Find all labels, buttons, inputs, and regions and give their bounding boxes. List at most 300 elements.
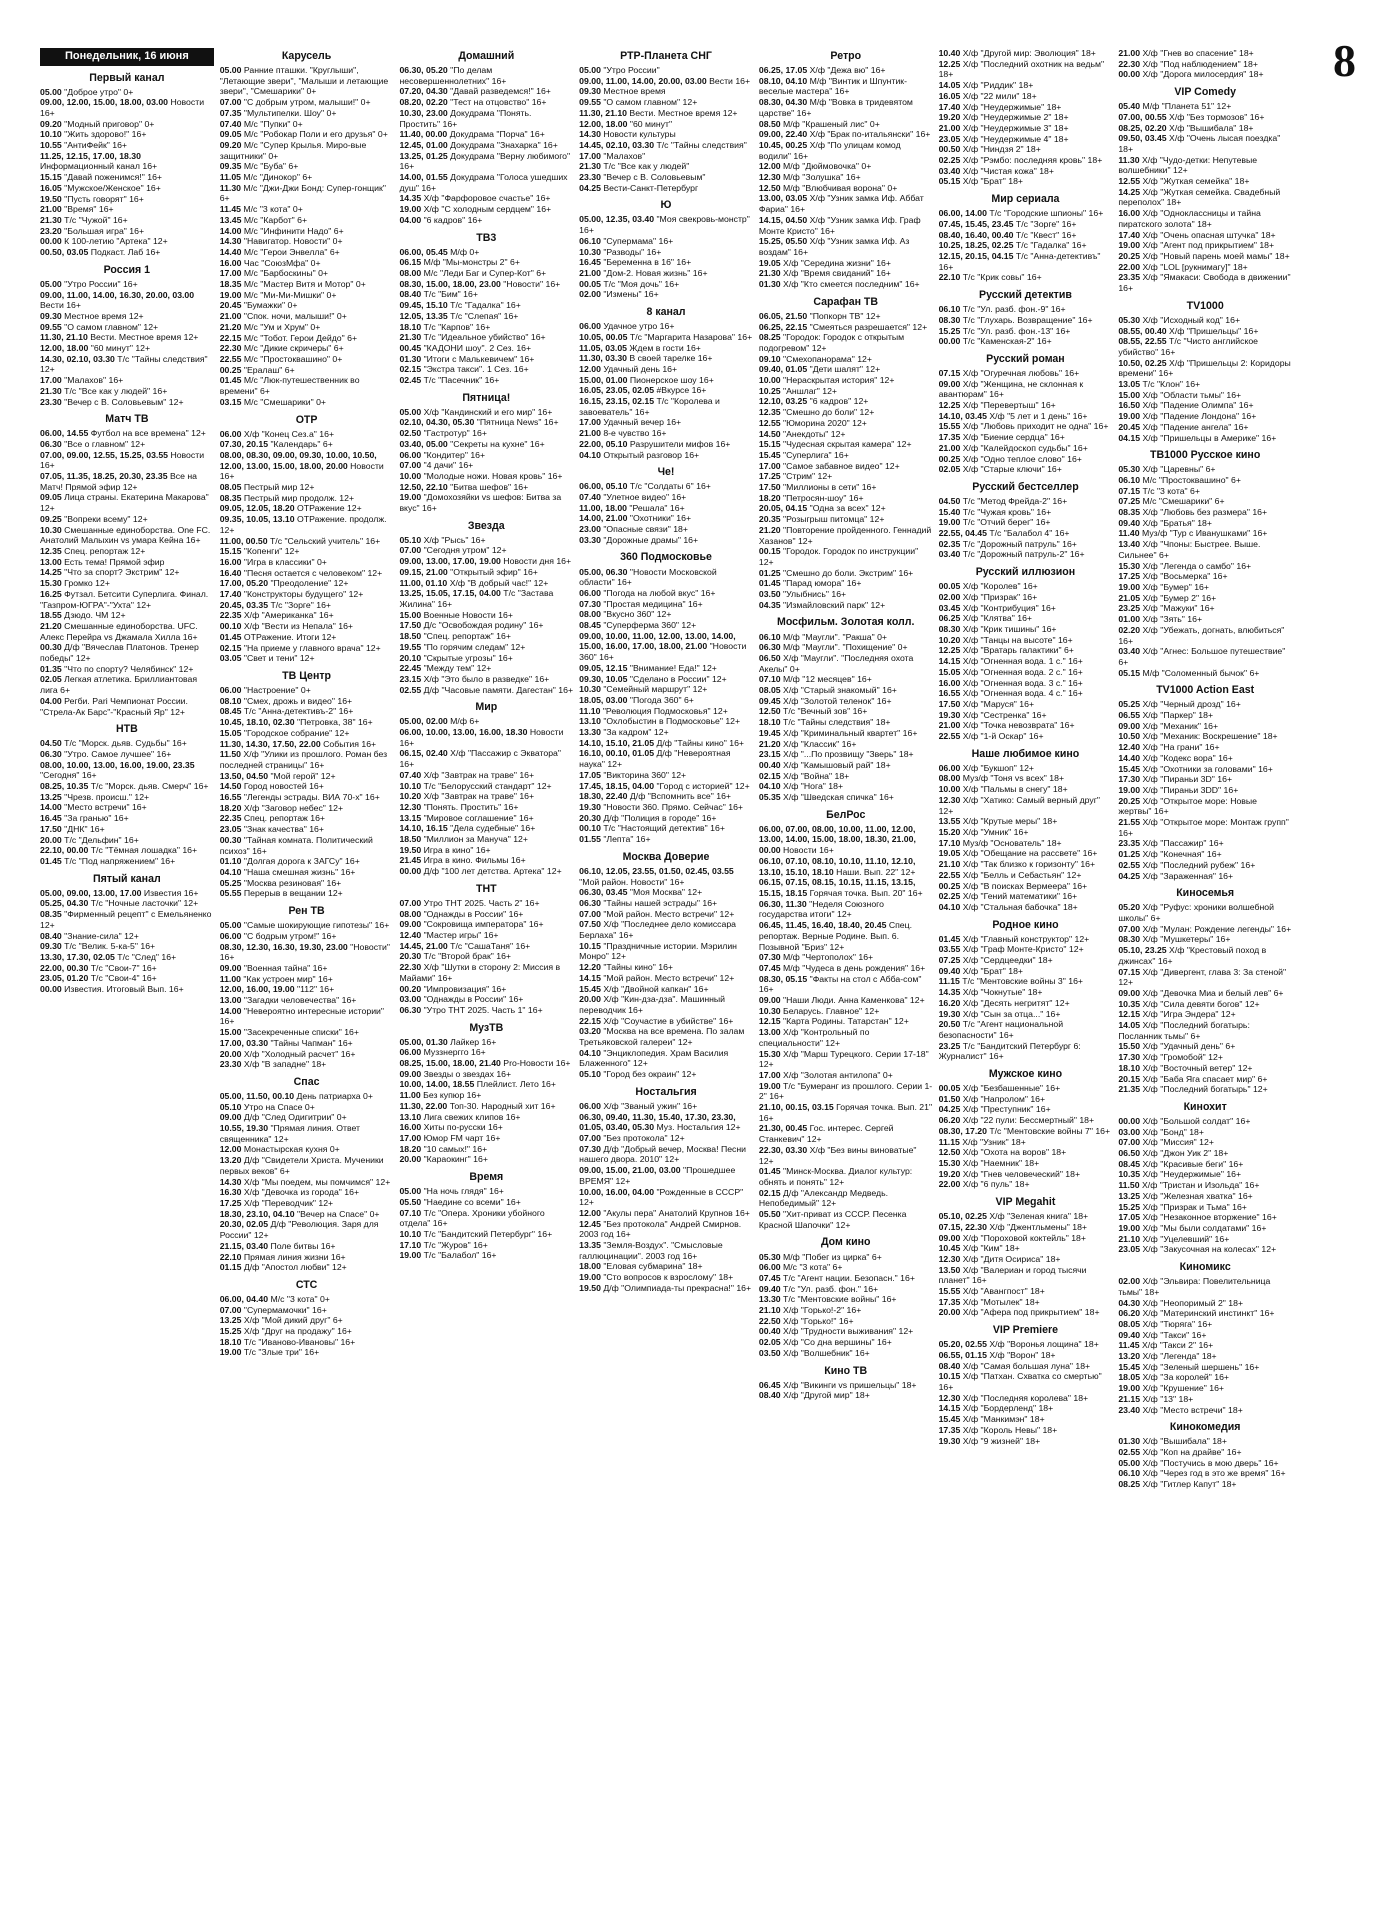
program-time: 14.30 [219,236,244,247]
program-time: 18.00 [579,1261,604,1272]
program-time: 19.05 [758,257,784,268]
program-time: 23.05 [219,824,244,835]
program-entry [399,407,573,418]
program-title: Х/ф "Бумер" 16+ [1142,581,1209,592]
program-entry [40,781,214,792]
program-title: "Суперлига" 16+ [783,449,849,460]
program-time: 12.30 [938,1392,963,1403]
program-time: 07.00 [399,545,424,556]
program-title: Т/с "Тёмная лошадка" 16+ [90,845,198,856]
program-title: "Скрытые угрозы" 16+ [423,652,513,663]
program-entry [220,300,394,311]
program-time: 21.00 [938,442,963,453]
program-entry [579,1048,753,1069]
program-time: 08.40 [40,930,65,941]
program-title: Х/ф "Жуткая семейка. Свадебный переполох" 18+ [1118,186,1281,208]
program-time: 11.30, 14.30, 17.50, 22.00 [219,738,324,749]
program-title: Д/ф "Революция. Заря для России" 12+ [219,1219,379,1241]
program-title: "Улетное видео" 16+ [603,491,687,502]
program-title: Новости дня 16+ [503,556,572,567]
program-entry [399,322,573,333]
program-time: 12.50 [938,1147,963,1158]
program-entry [220,503,394,514]
program-entry [399,428,573,439]
program-time: 20.05, 04.15 [758,503,810,514]
program-entry [399,610,573,621]
program-time: 04.50 [40,738,65,749]
program-entry [399,716,573,727]
program-title: М/ф 6+ [450,716,480,727]
program-entry [220,1177,394,1188]
channel-name: Рен ТВ [288,905,325,918]
program-title: Х/ф "Красивые беги" 16+ [1142,1158,1244,1169]
program-time: 03.45 [938,602,963,613]
program-title: Д/ф "Апостол любви" 12+ [243,1262,347,1273]
program-title: "Измены" 16+ [603,289,659,300]
program-time: 02.25 [938,155,963,166]
channel-name: Спас [293,1075,320,1088]
program-entry [1118,1383,1292,1394]
program-entry [399,1058,573,1069]
program-entry [220,1102,394,1113]
program-entry [759,1027,933,1048]
channel-block [1118,887,1292,1095]
program-entry [399,1112,573,1123]
program-entry [1118,1362,1292,1373]
program-entry [40,397,214,408]
program-time: 22.00 [1118,261,1143,272]
program-time: 03.05 [219,653,244,664]
program-entry [1118,539,1292,560]
program-entry [1118,1479,1292,1490]
program-time: 06.00, 07.00, 08.00, 10.00, 11.00, 12.00, 13.00, 14.00, 15.00, 18.00, 18.30, 21.00, 00.00 [758,823,916,856]
program-entry [759,375,933,386]
program-time: 18.20 [399,1143,424,1154]
program-entry [399,417,573,428]
program-time: 22.10 [938,272,963,283]
program-title: "Сегодня утром" 12+ [423,545,507,556]
program-entry [579,973,753,984]
program-title: "Знак качества" 16+ [243,824,324,835]
program-time: 11.25, 12.15, 17.00, 18.30 [40,150,141,161]
program-entry [40,610,214,621]
program-entry [1118,1436,1292,1447]
program-title: Х/ф "Большой солдат" 16+ [1142,1115,1251,1126]
program-entry [220,643,394,654]
program-title: Т/с "Крик совы" 16+ [962,272,1042,283]
program-time: 20.25 [1118,250,1143,261]
program-title: "Прямая линия. Ответ священника" 12+ [219,1123,361,1144]
program-entry [939,699,1113,710]
program-entry [579,247,753,258]
program-entry [399,1186,573,1197]
program-entry [579,535,753,546]
program-entry [1118,603,1292,614]
program-time: 18.30, 22.40 [579,791,630,802]
program-time: 06.30, 09.40, 11.30, 15.40, 17.30, 23.30, 01.05, 03.40, 05.30 [579,1111,736,1133]
program-title: Без купюр 16+ [423,1090,482,1101]
program-entry [1118,646,1292,667]
channel-name: Кино ТВ [824,1364,868,1377]
program-title: Т/с "Опера. Хроники убойного отдела" 16+ [399,1207,545,1229]
channel-name: Наше любимое кино [971,747,1080,760]
program-title: Х/ф "В добрый час!" 12+ [449,577,549,588]
program-entry [220,1187,394,1198]
program-time: 05.10, 02.25 [938,1211,990,1222]
program-entry [579,791,753,802]
program-title: Х/ф "Девочка из города" 16+ [243,1187,360,1198]
program-time: 07.30 [758,952,784,963]
program-entry [399,172,573,193]
program-entry [939,838,1113,849]
program-title: Беларусь. Главное" 12+ [783,1005,880,1016]
program-time: 16.20 [938,997,963,1008]
channel-name: Мужское кино [988,1068,1063,1081]
program-time: 06.00 [219,930,244,941]
program-time: 14.35 [938,987,963,998]
program-entry [220,653,394,664]
program-time: 23.35 [1118,838,1143,849]
program-time: 07.00 [579,908,604,919]
program-title: М/с "3 кота" 0+ [270,1293,330,1304]
program-entry [579,1069,753,1080]
program-entry [939,1371,1113,1392]
program-time: 15.30 [40,578,65,589]
program-title: "Утро России" 16+ [64,278,138,289]
program-title: Х/ф "Области тьмы" 16+ [1142,389,1242,400]
program-time: 01.30 [758,279,784,290]
program-entry [1118,871,1292,882]
program-title: Х/ф "Другой мир" 18+ [783,1390,870,1401]
program-entry [220,354,394,365]
program-time: 21.30 [579,161,604,172]
program-entry [1118,699,1292,710]
channel-block [939,48,1113,187]
program-title: Т/с "Ментовские войны 7" 16+ [989,1125,1111,1136]
program-title: Вести 16+ [709,75,751,86]
program-entry [220,706,394,717]
channel-name: Ретро [830,50,862,62]
program-time: 08.35 [40,909,65,920]
program-time: 02.00 [579,289,604,300]
program-time: 21.00 [579,428,604,439]
program-title: Х/ф "Падение ангела" 16+ [1142,421,1249,432]
program-title: Игра в кино. Фильмы 16+ [423,855,526,866]
program-title: Х/ф "Тристан и Изольда" 16+ [1142,1180,1260,1191]
program-title: "Утро. Самое лучшее" 16+ [64,748,172,759]
program-time: 06.10, 07.10, 08.10, 10.10, 11.10, 12.10, 13.10, 15.10, 18.10 [758,855,916,877]
program-title: Х/ф "Бумер 2" 16+ [1142,592,1217,603]
program-time: 08.00 [399,908,424,919]
program-title: Х/ф "Завтрак на траве" 16+ [423,769,535,780]
program-time: 09.50, 03.45 [1118,133,1170,144]
listing-column [220,48,394,1900]
program-entry [1118,582,1292,593]
program-time: 21.00 [579,267,604,278]
program-time: 05.00, 12.35, 03.40 [579,214,657,225]
program-title: "10 самых!" 16+ [423,1143,488,1154]
program-title: "Мой герой" 12+ [270,770,336,781]
program-title: Х/ф "Очень лысая поездка" 18+ [1118,133,1281,154]
program-time: 23.20 [40,225,65,236]
program-title: "Фирменный рецепт" с Емельяненко 12+ [40,909,212,930]
program-title: "Прошедшее ВРЕМЯ" 12+ [579,1165,736,1186]
program-entry [1118,101,1292,112]
program-time: 06.30 [758,642,784,653]
program-entry [1118,433,1292,444]
program-time: 14.00 [219,1005,244,1016]
program-entry [759,877,933,898]
program-time: 23.25 [938,1040,963,1051]
program-time: 05.30 [758,1251,784,1262]
program-title: Х/ф "Эльвира: Повелительница тьмы" 18+ [1118,1276,1271,1297]
program-title: Х/ф "Гитлер Капут" 18+ [1142,1479,1237,1490]
program-time: 18.50 [399,834,424,845]
program-title: М/с "Супер Крылья. Миро-вые защитники" 0+ [219,139,367,161]
program-title: М/с "Ум и Хрум" 0+ [243,321,321,332]
program-entry [1118,507,1292,518]
program-title: М/ф "Влюбчивая ворона" 0+ [783,182,898,193]
program-entry [1118,1041,1292,1052]
program-entry [220,129,394,140]
program-title: "Чрезв. происш." 12+ [64,791,150,802]
program-time: 23.30 [40,396,65,407]
program-entry [399,482,573,493]
program-entry [399,791,573,802]
program-time: 05.40 [1118,101,1143,112]
program-time: 15.15 [758,439,784,450]
program-entry [579,748,753,769]
program-time: 03.00 [399,994,424,1005]
program-time: 08.55, 22.55 [1118,336,1170,347]
program-title: Х/ф "Рысь" 16+ [423,534,486,545]
program-entry [40,835,214,846]
program-entry [939,112,1113,123]
program-title: Т/с "Балабол 4" 16+ [989,528,1070,539]
program-time: 21.30, 00.45 [758,1123,810,1134]
channel-block [939,481,1113,560]
program-title: Докудрама "Верну любимого" 16+ [399,150,571,172]
program-time: 13.50 [938,1264,963,1275]
program-title: М/ф "12 месяцев" 16+ [783,674,872,685]
program-time: 00.40 [758,759,784,770]
program-entry [759,450,933,461]
program-entry [579,1283,753,1294]
program-entry [759,952,933,963]
program-time: 00.45 [399,342,424,353]
program-title: Новости 16+ [783,845,834,856]
program-entry [759,1380,933,1391]
program-time: 12.35 [40,545,65,556]
program-entry [939,507,1113,518]
program-time: 14.10, 03.45 [938,410,990,421]
program-time: 10.35 [1118,1169,1143,1180]
program-time: 09.00, 10.00, 11.00, 12.00, 13.00, 14.00, 15.00, 16.00, 17.00, 18.00, 21.00 [579,630,736,652]
program-entry [220,771,394,782]
program-time: 06.20 [1118,1308,1143,1319]
program-time: 08.25, 10.35 [40,781,91,792]
program-time: 18.05, 03.00 [579,694,630,705]
program-time: 20.00 [938,1307,963,1318]
program-entry [939,987,1113,998]
program-title: Х/ф "Открытое море: Новые жертвы" 16+ [1118,795,1257,817]
program-entry [579,599,753,610]
program-time: 14.10, 16.15 [399,823,451,834]
program-title: Т/с "Тайны следствия" 18+ [783,717,891,728]
program-entry [220,493,394,504]
channel-block [399,50,573,226]
program-time: 09.20 [219,139,244,150]
program-entry [939,955,1113,966]
program-time: 03.40 [1118,646,1143,657]
channel-name: Матч ТВ [105,413,149,426]
program-title: Д/ф "Тайны кино" 16+ [656,737,744,748]
program-entry [220,568,394,579]
program-time: 23.30 [219,1059,244,1070]
program-time: 07.00 [399,897,424,908]
program-time: 00.05 [938,1083,963,1094]
program-time: 15.45 [1118,1361,1143,1372]
channel-name: VIP Megahit [995,1196,1056,1209]
program-title: "Викторина 360" 12+ [603,769,687,780]
program-entry [759,161,933,172]
program-entry [579,289,753,300]
program-time: 00.00 [40,236,65,247]
program-entry [40,749,214,760]
channel-block [759,1365,933,1401]
program-entry [40,97,214,118]
program-time: 10.55, 19.30 [219,1123,271,1134]
program-entry [759,1145,933,1166]
program-title: Муз/ф "Тоня vs всех" 18+ [962,773,1065,784]
channel-name: 8 канал [646,306,686,319]
program-title: "Импровизация" 16+ [423,983,507,994]
program-time: 19.00 [1118,784,1143,795]
program-time: 08.30, 04.30 [758,97,810,108]
program-title: "Тайны нашей эстрады" 16+ [603,897,718,908]
program-title: "Погода на любой вкус" 16+ [603,587,716,598]
program-time: 17.25 [219,1197,244,1208]
program-title: М/с "3 кота" 6+ [783,1262,843,1273]
program-time: 02.55 [1118,1446,1143,1457]
program-entry [1118,764,1292,775]
program-title: Топ-30. Народный хит 16+ [449,1100,556,1111]
program-title: Т/с "Тайны следствия" [656,139,747,150]
program-time: 06.25 [938,613,963,624]
program-entry [759,632,933,643]
program-title: Т/с "Ментовские войны" 16+ [783,1294,897,1305]
program-time: 12.00, 16.00, 19.00 [219,984,298,995]
program-time: 05.00, 11.50, 00.10 [219,1090,297,1101]
program-entry [579,129,753,140]
program-time: 10.20 [399,791,424,802]
program-time: 15.00 [219,1027,244,1038]
program-title: М/с "Барбоскины" 0+ [243,268,328,279]
program-time: 12.50 [758,706,784,717]
program-entry [939,454,1113,465]
program-time: 06.10 [579,235,604,246]
program-time: 06.25, 17.05 [758,65,810,76]
program-time: 08.30 [1118,934,1143,945]
program-time: 15.05 [219,727,244,738]
program-entry [1118,528,1292,539]
channel-block [399,232,573,386]
program-time: 07.35 [219,107,244,118]
program-time: 07.00 [399,460,424,471]
program-title: #Вкурсе 16+ [656,385,707,396]
program-title: В своей тарелке 16+ [629,353,713,364]
program-entry [399,578,573,589]
program-time: 13.05 [1118,379,1143,390]
program-title: Х/ф "Стальная бабочка" 18+ [962,901,1078,912]
program-entry [939,48,1113,59]
program-title: Х/ф "Последний рубеж" 16+ [1142,859,1256,870]
program-time: 06.00, 05.45 [399,246,451,257]
program-entry [399,909,573,920]
program-entry [939,1339,1113,1350]
program-title: Х/ф "Зять" 16+ [1142,614,1203,625]
program-entry [220,1241,394,1252]
program-entry [220,1252,394,1263]
program-title: Х/ф "Умник" 16+ [962,826,1029,837]
channel-block [759,296,933,611]
program-entry [579,172,753,183]
program-time: 09.40 [1118,517,1143,528]
program-time: 08.40 [399,289,424,300]
program-entry [759,461,933,472]
program-time: 02.20 [1118,624,1143,635]
program-time: 10.30 [579,684,604,695]
program-title: Х/ф "Падение Лондона" 16+ [1142,411,1257,422]
program-time: 11.00, 00.50 [219,535,270,546]
program-time: 09.00, 15.00, 21.00, 03.00 [579,1165,684,1176]
program-title: Известия 16+ [143,887,199,898]
program-entry [939,91,1113,102]
program-time: 00.10 [579,823,604,834]
program-title: "Дорожные драмы" 16+ [603,534,699,545]
program-title: Х/ф "Восьмерка" 16+ [1142,571,1228,582]
program-title: Т/с "Под напряжением" 16+ [64,855,176,866]
program-time: 05.10 [579,1069,604,1080]
program-entry [399,866,573,877]
program-entry [1118,571,1292,582]
program-title: Т/с "Белорусский стандарт" 12+ [423,780,552,791]
program-title: "Вопреки всему" 12+ [64,513,148,524]
program-title: Х/ф "Вести из Непала" 16+ [243,621,353,632]
program-entry [759,268,933,279]
program-title: Т/с "Второй брак" 16+ [423,951,511,962]
program-time: 18.20 [758,492,784,503]
program-entry [40,589,214,610]
program-time: 02.45 [399,375,424,386]
program-time: 06.00, 05.10 [579,481,630,492]
program-entry [40,311,214,322]
program-time: 12.15, 20.15, 04.15 [938,250,1016,261]
program-title: Х/ф "Чудо-детки: Непутевые волшебники" 12+ [1118,154,1258,176]
program-time: 17.35 [938,1424,963,1435]
program-time: 08.20, 02.20 [399,97,451,108]
program-entry [939,1286,1113,1297]
program-time: 06.50 [1118,1148,1143,1159]
program-entry [759,1102,933,1123]
program-title: Спец. репортаж. Верные Родине. Вып. 6. Позывной "Бриз" 12+ [758,920,913,952]
program-entry [220,108,394,119]
program-time: 22.10 [219,1251,244,1262]
program-time: 18.10 [399,321,424,332]
program-time: 16.00 [219,556,244,567]
program-title: Х/ф "Узник замка Иф. Аз воздам" 16+ [758,236,910,257]
program-title: Д/ф "Олимпиада-ты прекрасна!" 16+ [603,1282,752,1293]
